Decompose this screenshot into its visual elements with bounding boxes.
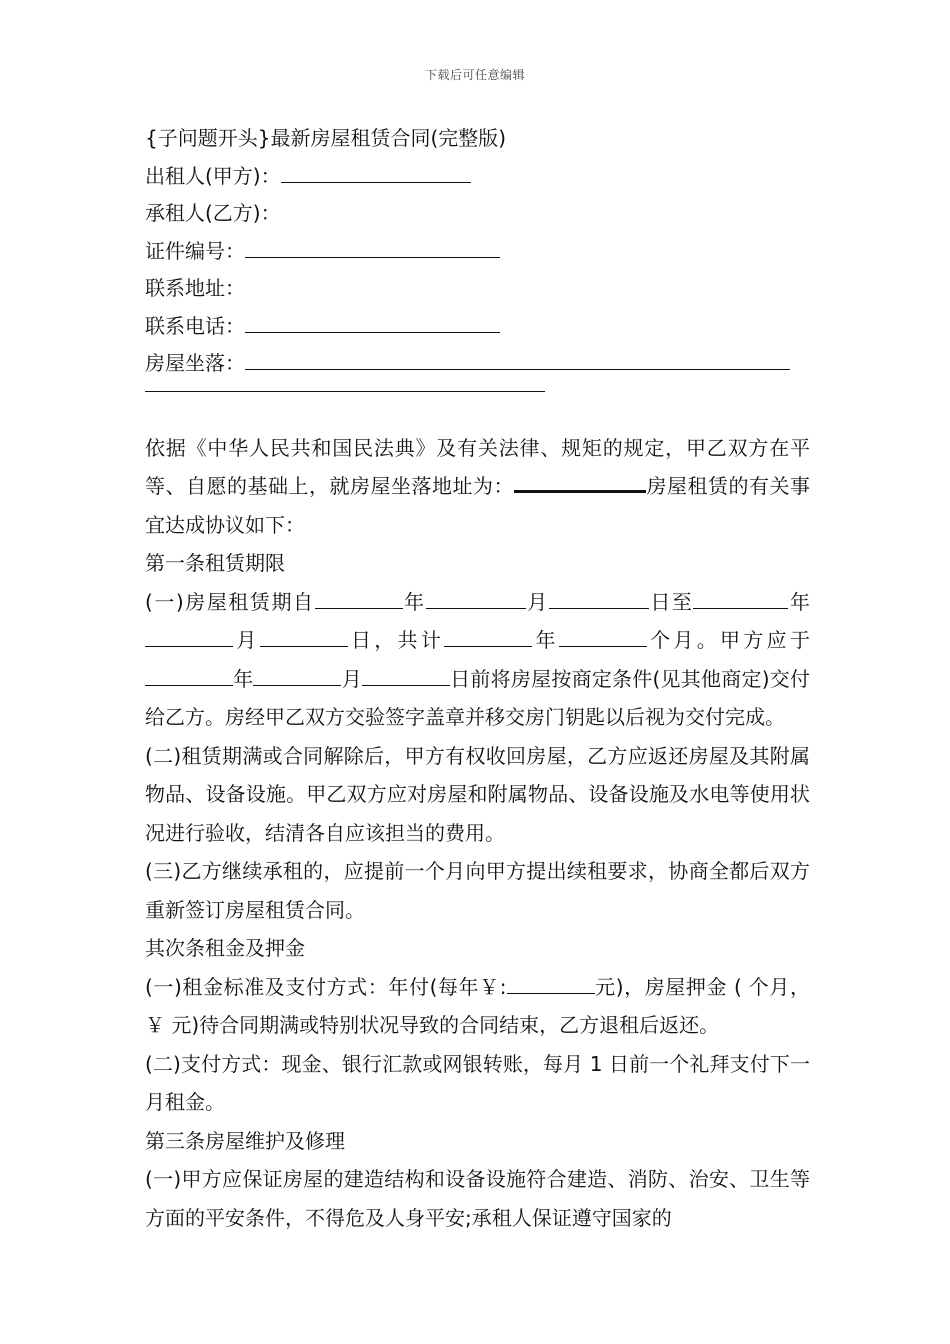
intro-tail: 房屋租赁的有关事宜达成协议如下： [145,474,810,537]
article-1-clause-3: (三)乙方继续承租的，应提前一个月向甲方提出续租要求，协商全都后双方重新签订房屋租赁合同。 [145,859,810,922]
id-blank [245,239,500,258]
clause-text: (一)房屋租赁期自 [145,589,315,614]
phone-label: 联系电话： [145,313,245,338]
article-3-title: 第三条房屋维护及修理 [145,1128,345,1153]
blank [362,667,450,686]
blank [559,628,647,647]
location-label: 房屋坐落： [145,351,245,375]
address-label: 联系地址： [145,276,245,300]
clause-text: (一)租金标准及支付方式：年付(每年￥: [145,974,507,999]
phone-line [145,308,810,346]
contract-document [145,120,810,1237]
clause-text: 月 [525,589,549,614]
blank [693,590,788,609]
blank [260,628,348,647]
spacer [145,392,810,429]
location-blank-continued [145,383,545,392]
article-2-clause-2: (二)支付方式：现金、银行汇款或网银转账，每月 1 日前一个礼拜支付下一月租金。 [145,1051,810,1114]
rent-blank [507,975,595,994]
address-line [145,270,810,308]
location-blank [245,351,790,370]
lessee-line [145,195,810,233]
article-3-clause-1: (一)甲方应保证房屋的建造结构和设备设施符合建造、消防、治安、卫生等方面的平安条件，不得危及人身平安;承租人保证遵守国家的 [145,1167,810,1230]
blank [444,628,532,647]
clause-text: 年 [233,666,254,691]
id-label: 证件编号： [145,238,245,263]
blank [426,590,526,609]
lessee-label: 承租人(乙方)： [145,201,281,225]
blank [145,667,233,686]
clause-text: 月 [341,666,362,691]
article-1-clause-2: (二)租赁期满或合同解除后，甲方有权收回房屋，乙方应返还房屋及其附属物品、设备设施。甲乙双方应对房屋和附属物品、设备设施及水电等使用状况进行验收，结清各自应该担当的费用。 [145,743,810,845]
phone-blank [245,314,500,333]
lessor-blank [281,164,471,183]
article-1-title: 第一条租赁期限 [145,551,285,575]
intro-paragraph [145,429,810,545]
address-blank [514,475,646,493]
lessor-line [145,158,810,196]
article-2-title: 其次条租金及押金 [145,936,305,960]
clause-text: 年 [402,589,426,614]
clause-text: 元)，房屋押金 ( 个月，￥ 元)待合同期满或特别状况导致的合同结束，乙方退租后返还。 [145,974,810,1037]
clause-text: 月 [233,628,260,652]
intro-text: 依据《中华人民共和国民法典》及有关法律、规矩的规定，甲乙双方在平等、自愿的基础上，就房屋坐落地址为： [145,435,810,498]
blank [549,590,649,609]
clause-text: 年 [788,589,811,614]
blank [145,628,233,647]
page-header-note: 下载后可任意编辑 [424,68,525,82]
id-line [145,233,810,271]
clause-text: 年 [532,628,559,652]
clause-text: 日至 [648,589,694,614]
article-1-clause-1 [145,583,810,737]
blank [315,590,403,609]
lessor-label: 出租人(甲方)： [145,163,281,188]
clause-text: 日前将房屋按商定条件(见其他商定)交付给乙方。房经甲乙双方交验签字盖章并移交房门钥匙以后视为交付完成。 [145,666,810,729]
clause-text: 个月。甲方应于 [646,628,810,652]
clause-text: 日，共计 [347,628,445,652]
blank [253,667,341,686]
location-line [145,345,810,383]
document-title: {子问题开头}最新房屋租赁合同(完整版) [145,126,507,150]
article-2-clause-1 [145,968,810,1045]
